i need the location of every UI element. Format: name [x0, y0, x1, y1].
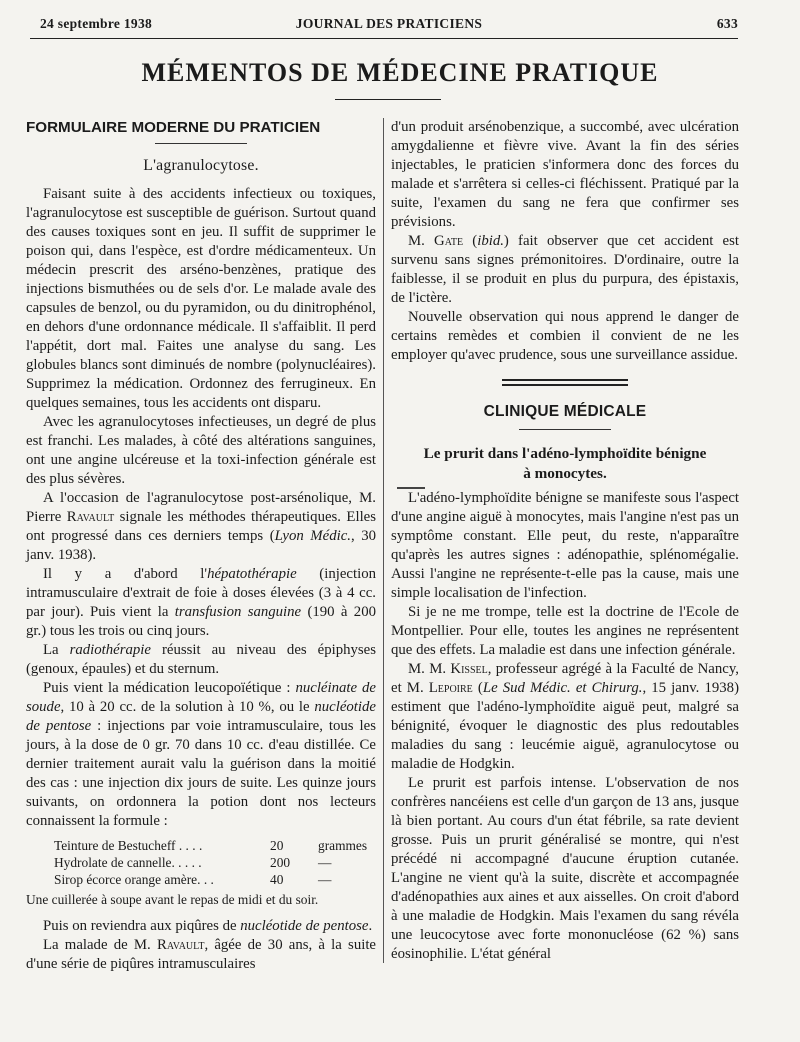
- formula-row: [26, 854, 376, 871]
- left-column: [26, 118, 376, 974]
- main-title-rule: [335, 99, 441, 100]
- article-title-agranulocytose: L'agranulocytose.: [143, 157, 259, 174]
- formula-ingredient: Sirop écorce orange amère. . .: [54, 872, 214, 887]
- author-name: Kissel: [450, 661, 488, 677]
- section-separator: [502, 379, 628, 386]
- section-title-clinique: CLINIQUE MÉDICALE: [483, 403, 647, 420]
- author-name: Lepoire: [428, 680, 473, 696]
- journal-reference: Lyon Médic.: [274, 528, 351, 544]
- formula-ingredient: Teinture de Bestucheff . . . .: [54, 838, 203, 853]
- paragraph: Nouvelle observation qui nous apprend le danger de certains remèdes et combien il convient de ne les employer qu'avec prudence, sous une surveillance assidue.: [391, 309, 739, 363]
- paragraph: Puis on reviendra aux piqûres de nucléotide de pentose.: [43, 918, 373, 934]
- paragraph: Si je ne me trompe, telle est la doctrine de l'Ecole de Montpellier. Pour elle, toutes les angines ne représentent que des effets. La maladie est dans une infection générale.: [391, 604, 739, 658]
- formula-unit: —: [318, 855, 332, 870]
- paragraph: Il y a d'abord l'hépatothérapie (injection intramusculaire d'extrait de foie à doses élevées (3 à 4 cc. par jour). Puis vient la transfusion sanguine (190 à 200 gr.) tous les trois ou cinq jours.: [26, 566, 376, 639]
- paragraph: Avec les agranulocytoses infectieuses, un degré de plus est franchi. Les malades, à côté des altérations sanguines, ont une angine ulcéreuse et la toxi-infection générale est des plus sévères.: [26, 414, 376, 487]
- paragraph: L'adéno-lymphoïdite bénigne se manifeste sous l'aspect d'une angine aiguë à monocytes, mais l'angine n'est pas un symptôme constant. Elle peut, du reste, n'apparaître qu'après les autres signes : adénopathie, splénomégalie. Aussi l'angine ne représente-t-elle pas la cause, mais une simple localisation de l'infection.: [391, 490, 739, 601]
- header-journal-name: JOURNAL DES PRATICIENS: [295, 16, 483, 31]
- formula-unit: grammes: [318, 838, 368, 853]
- section-rule: [519, 429, 611, 430]
- header-page-number: 633: [716, 16, 738, 31]
- section-title-formulaire: FORMULAIRE MODERNE DU PRATICIEN: [26, 119, 321, 136]
- right-column: [391, 118, 739, 964]
- formula-quantity: 20: [270, 838, 284, 853]
- paragraph: Faisant suite à des accidents infectieux ou toxiques, l'agranulocytose est susceptible de guérison. Surtout quand des causes toxiques sont en jeu. Il suffit de supprimer le poison qui, dans l'espèce, est d'ordre médicamenteux. Un médecin prescrit des arséno-benzènes, pratique des injections bismuthées ou de sels d'or. Le malade avale des capsules de benzol, ou du pyramidon, ou du dinitrophénol, en dehors d'une ordonnance médicale. Il s'affaiblit. Il perd l'appétit, dort mal. Faites une analyse du sang. Les globules blancs sont diminués de nombre (polynucléaires). Supprimez la médication. Ordonnez des ferrugineux. En quelques semaines, tous les accidents ont disparu.: [26, 186, 376, 411]
- section-rule: [155, 143, 247, 144]
- paragraph: M. M. Kissel, professeur agrégé à la Faculté de Nancy, et M. Lepoire (Le Sud Médic. et Chirurg., 15 janv. 1938) estiment que l'adéno-lymphoïdite aiguë peut, malgré sa bénignité, évoquer le diagnostic des plus redoutables maladies du sang : leucémie aiguë, agranulocytose ou maladie de Hodgkin.: [391, 661, 739, 772]
- author-name: Gate: [434, 233, 464, 249]
- article-title-prurit: Le prurit dans l'adéno-lymphoïdite bénigne à monocytes.: [423, 445, 707, 482]
- paragraph: d'un produit arsénobenzique, a succombé, avec ulcération amygdalienne et fièvre vive. Avant la fin des séries injectables, le praticien s'informera donc des forces du malade et s'arrêtera si celles-ci fléchissent. Pratiqué par la suite, l'examen du sang ne fera que confirmer ses prévisions.: [391, 119, 739, 230]
- paragraph: La malade de M. Ravault, âgée de 30 ans, à la suite d'une série de piqûres intramusculaires: [26, 937, 377, 972]
- paragraph: A l'occasion de l'agranulocytose post-arsénolique, M. Pierre Ravault signale les méthodes thérapeutiques. Elles ont progressé dans ces derniers temps (Lyon Médic., 30 janv. 1938).: [26, 490, 377, 563]
- formula-row: [26, 837, 376, 854]
- author-name: Ravault: [66, 509, 115, 525]
- paragraph: Le prurit est parfois intense. L'observation de nos confrères nancéiens est celle d'un garçon de 13 ans, jusque là bien portant. Au cours d'un état fébrile, sa rate devient grosse. Puis un prurit généralisé se montre, qui n'est précédé ni accompagné d'aucune éruption cutanée. L'angine ne vient qu'à la suite, discrète et accompagnée d'adénopathies aux aines et aux aisselles. On croit d'abord à une maladie de Hodgkin. Mais l'examen du sang révéla une leucocytose avec forte mononucléose (62 %) sans éosinophilie. L'état général: [391, 775, 739, 962]
- formula-unit: —: [318, 872, 332, 887]
- formula-quantity: 200: [270, 855, 291, 870]
- header-date: 24 septembre 1938: [40, 16, 153, 31]
- journal-reference: Le Sud Médic. et Chirurg.: [482, 680, 643, 696]
- main-title: MÉMENTOS DE MÉDECINE PRATIQUE: [141, 58, 659, 87]
- running-header: [40, 14, 738, 36]
- formula-row: [26, 871, 376, 888]
- prescription-formula: [26, 837, 376, 888]
- formula-note: Une cuillerée à soupe avant le repas de midi et du soir.: [26, 892, 319, 907]
- paragraph: Puis vient la médication leucopoïétique : nucléinate de soude, 10 à 20 cc. de la solution à 10 %, ou le nucléotide de pentose : injections par voie intramusculaire, tous les jours, à la dose de 0 gr. 70 dans 10 cc. d'eau distillée. Ce dernier traitement aurait valu la guérison dans la moitié des cas : une injection dix jours de suite. Les quinze jours suivants, on ordonnera la potion dont nos lecteurs connaissent la formule :: [26, 680, 377, 829]
- author-name: Ravault: [156, 937, 205, 953]
- column-divider: [383, 118, 384, 963]
- header-rule: [30, 38, 738, 39]
- paragraph: M. Gate (ibid.) fait observer que cet accident est survenu sans signes prémonitoires. D'ordinaire, outre la faiblesse, il se produit en plus du purpura, des épistaxis, de l'ictère.: [391, 233, 739, 306]
- formula-ingredient: Hydrolate de cannelle. . . . .: [54, 855, 202, 870]
- formula-quantity: 40: [270, 872, 284, 887]
- paragraph: La radiothérapie réussit au niveau des épiphyses (genoux, épaules) et du sternum.: [26, 642, 376, 677]
